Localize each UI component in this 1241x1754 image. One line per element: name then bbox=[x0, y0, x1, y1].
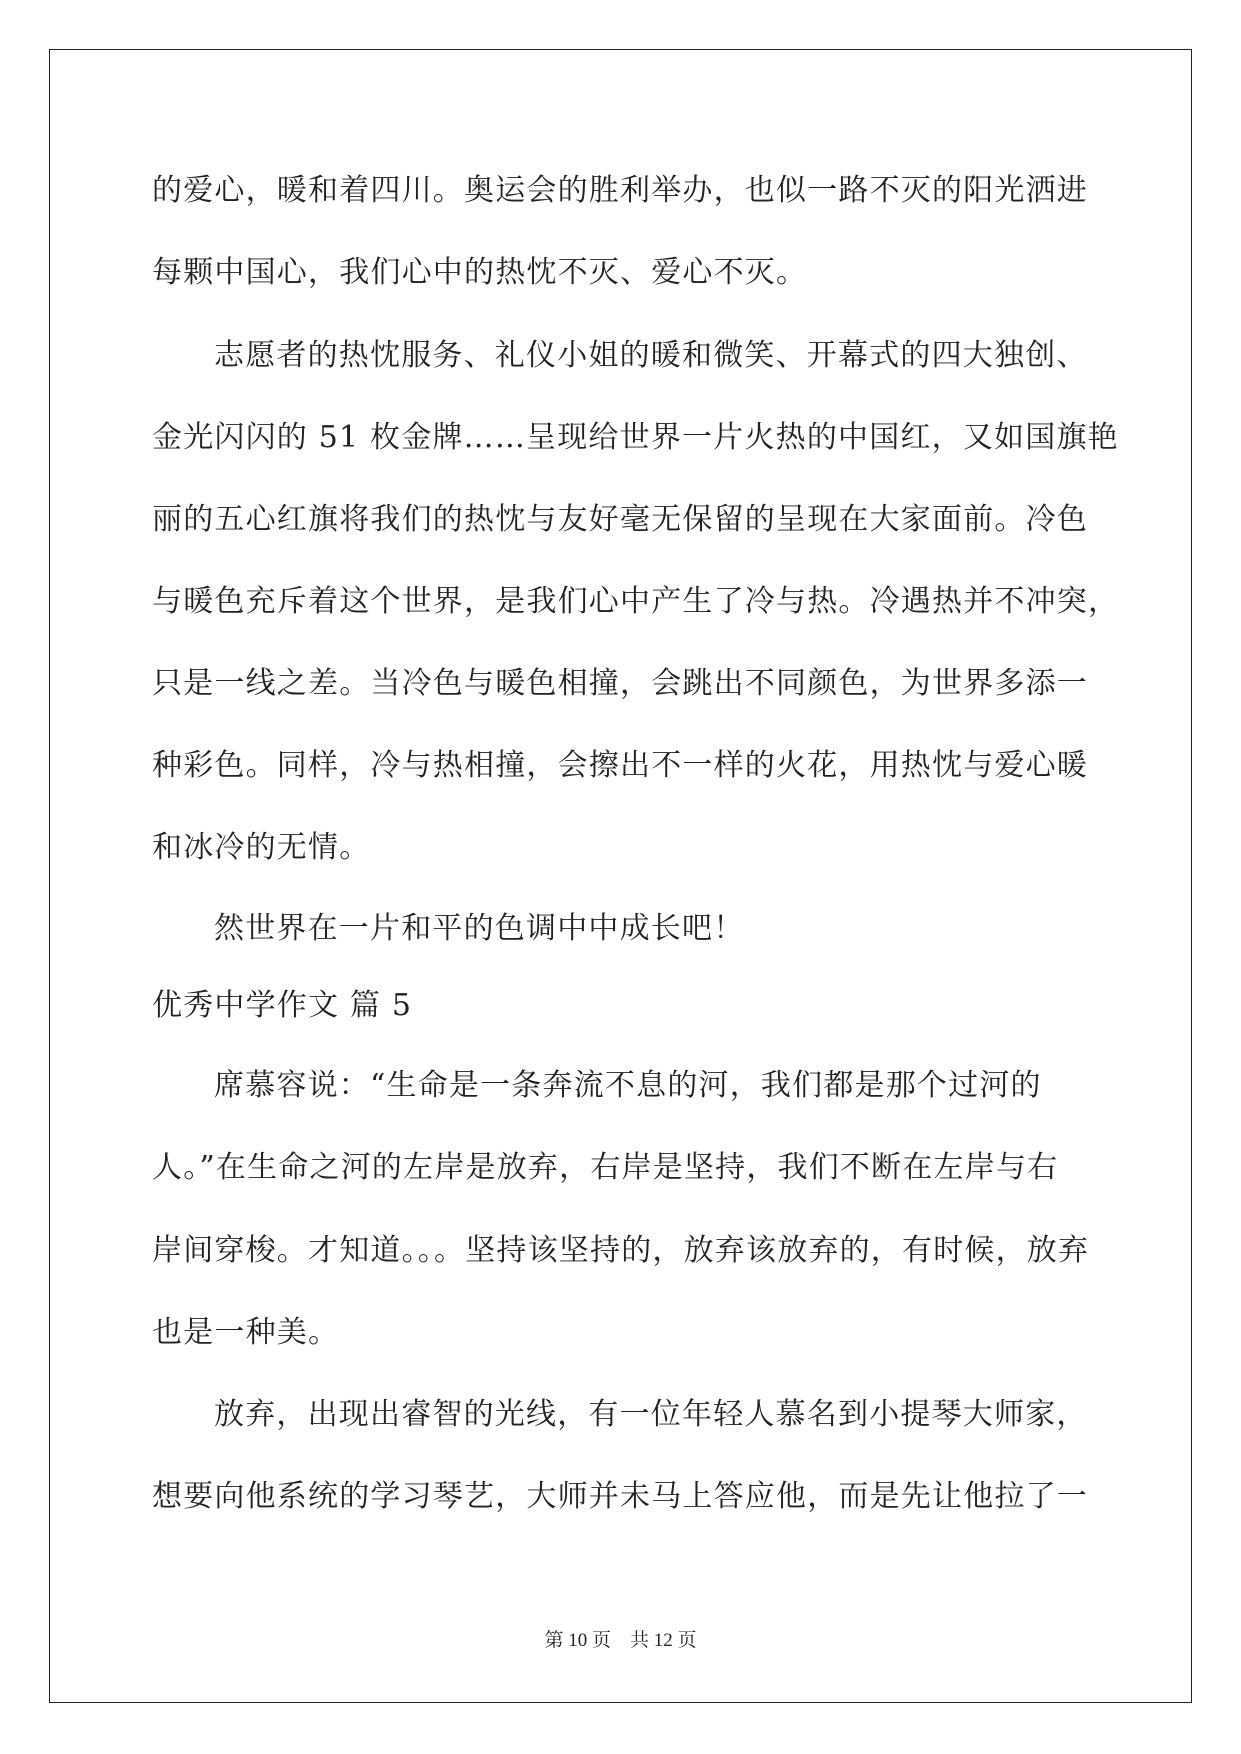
paragraph-start: 席慕容说：“生命是一条奔流不息的河，我们都是那个过河的 bbox=[214, 1068, 1042, 1103]
text-line: 与暖色充斥着这个世界，是我们心中产生了冷与热。冷遇热并不冲突， bbox=[152, 584, 1120, 619]
text-line: 也是一种美。 bbox=[152, 1315, 340, 1350]
paragraph-start: 放弃，出现出睿智的光线，有一位年轻人慕名到小提琴大师家， bbox=[214, 1397, 1088, 1432]
section-heading: 优秀中学作文 篇 5 bbox=[152, 988, 413, 1023]
text-line: 和冰冷的无情。 bbox=[152, 830, 371, 865]
text-line: 金光闪闪的 51 枚金牌……呈现给世界一片火热的中国红，又如国旗艳 bbox=[152, 420, 1119, 455]
text-line: 每颗中国心，我们心中的热忱不灭、爱心不灭。 bbox=[152, 255, 808, 290]
page-number: 第 10 页 共 12 页 bbox=[544, 1630, 697, 1651]
text-line: 丽的五心红旗将我们的热忱与友好毫无保留的呈现在大家面前。冷色 bbox=[152, 502, 1088, 537]
text-line: 只是一线之差。当冷色与暖色相撞，会跳出不同颜色，为世界多添一 bbox=[152, 666, 1088, 701]
text-line: 种彩色。同样，冷与热相撞，会擦出不一样的火花，用热忱与爱心暖 bbox=[152, 748, 1088, 783]
paragraph-start: 然世界在一片和平的色调中中成长吧！ bbox=[214, 911, 745, 946]
text-line: 人。”在生命之河的左岸是放弃，右岸是坚持，我们不断在左岸与右 bbox=[152, 1150, 1059, 1185]
text-line: 的爱心，暖和着四川。奥运会的胜利举办，也似一路不灭的阳光洒进 bbox=[152, 173, 1088, 208]
page-border bbox=[49, 49, 1192, 1703]
text-line: 岸间穿梭。才知道。。。坚持该坚持的，放弃该放弃的，有时候，放弃 bbox=[152, 1233, 1090, 1268]
paragraph-start: 志愿者的热忱服务、礼仪小姐的暖和微笑、开幕式的四大独创、 bbox=[214, 338, 1088, 373]
text-line: 想要向他系统的学习琴艺，大师并未马上答应他，而是先让他拉了一 bbox=[152, 1479, 1088, 1514]
